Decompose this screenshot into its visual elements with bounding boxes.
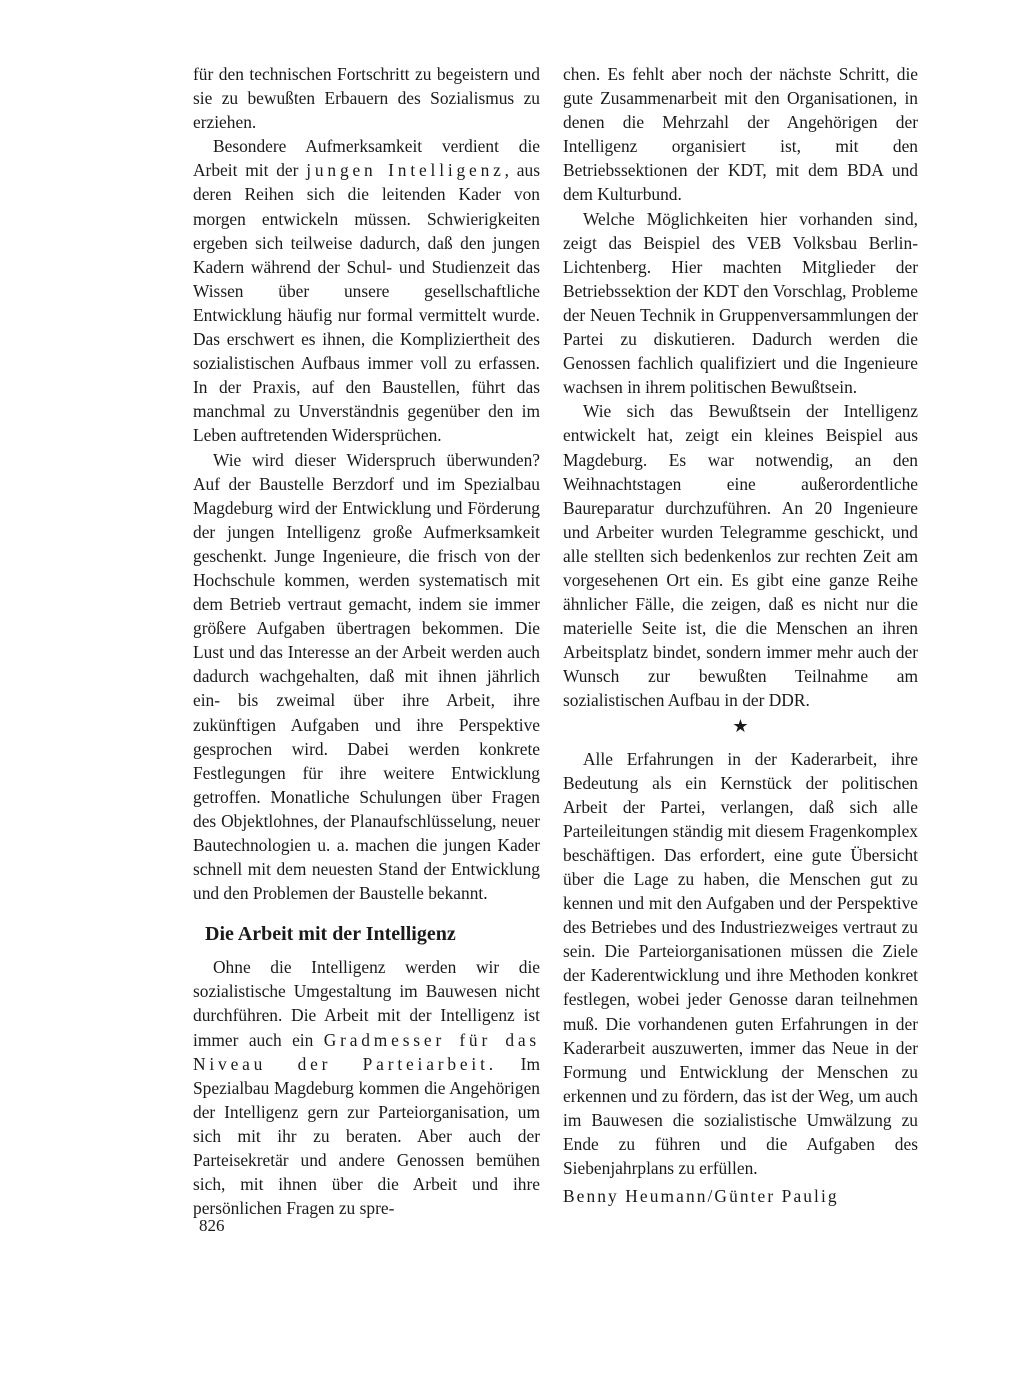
paragraph [193,955,540,1220]
star-separator-icon: ★ [732,715,749,736]
paragraph: Alle Erfahrungen in der Kaderarbeit, ihre Bedeutung als ein Kernstück der politischen Arbeit der Partei, verlangen, daß sich alle Parteileitungen ständig mit diesem Fragenkomplex beschäftigen. Das erfordert, eine gute Übersicht über die Lage zu haben, die Menschen gut zu kennen und mit den Aufgaben und der Perspektive des Betriebes und des Industriezweiges vertraut zu sein. Die Parteiorganisationen müssen die Ziele der Kaderentwicklung und ihre Methoden konkret festlegen, wobei jeder Genosse daran teilnehmen muß. Die vorhandenen guten Erfahrungen in der Kaderarbeit auszuwerten, immer das Neue in der Formung und Entwicklung der Menschen zu erkennen und zu fördern, das ist der Weg, um auch im Bauwesen die sozialistische Umwälzung zu Ende zu führen und die Aufgaben des Siebenjahrplans zu erfüllen. [563,748,918,1179]
right-column [563,62,918,1208]
paragraph-text: Besondere Aufmerksamkeit verdient die Arbeit mit der [193,136,540,181]
spaced-emphasis: jungen Intelligenz [306,160,505,181]
paragraph [193,134,540,447]
paragraph: Wie wird dieser Widerspruch überwunden? Auf der Baustelle Berzdorf und im Spezialbau Magdeburg wird der Entwicklung und Förderung der jungen Intelligenz große Aufmerksamkeit geschenkt. Junge Ingenieure, die frisch von der Hochschule kommen, werden systematisch mit dem Betrieb vertraut gemacht, indem sie immer größere Aufgaben übertragen bekommen. Die Lust und das Interesse an der Arbeit werden auch dadurch wachgehalten, daß mit ihnen jährlich ein- bis zweimal über ihre Arbeit, ihre zukünftigen Aufgaben und ihre Perspektive gesprochen wird. Dabei werden konkrete Festlegungen für ihre weitere Entwicklung getroffen. Monatliche Schulungen über Fragen des Objektlohnes, der Planaufschlüsselung, neuer Bautechnologien u. a. machen die jungen Kader schnell mit dem neuesten Stand der Entwicklung und den Problemen der Baustelle bekannt. [193,449,540,904]
paragraph: chen. Es fehlt aber noch der nächste Schritt, die gute Zusammenarbeit mit den Organisationen, in denen die Mehrzahl der Angehörigen der Intelligenz organisiert ist, mit den Betriebssektionen der KDT, mit dem BDA und dem Kulturbund. [563,64,918,205]
page-number: 826 [199,1216,225,1235]
paragraph: Welche Möglichkeiten hier vorhanden sind, zeigt das Beispiel des VEB Volksbau Berlin-Lichtenberg. Hier machten Mitglieder der Betriebssektion der KDT den Vorschlag, Probleme der Neuen Technik in Gruppenversammlungen der Partei zu diskutieren. Dadurch werden die Genossen fachlich qualifiziert und die Ingenieure wachsen in ihrem politischen Bewußtsein. [563,208,918,398]
paragraph: für den technischen Fortschritt zu begeistern und sie zu bewußten Erbauern des Sozialismus zu erziehen. [193,64,540,133]
section-heading: Die Arbeit mit der Intelligenz [205,923,456,946]
author-byline: Benny Heumann/Günter Paulig [563,1186,839,1207]
paragraph-text: . Im Spezialbau Magdeburg kommen die Angehörigen der Intelligenz gern zur Parteiorganisation, um sich mit ihr zu beraten. Aber auch der Parteisekretär und andere Genossen bemühen sich, mit ihnen über die Arbeit und ihre persönlichen Fragen zu spre- [193,1053,540,1219]
left-column [193,62,540,1220]
paragraph: Wie sich das Bewußtsein der Intelligenz entwickelt hat, zeigt ein kleines Beispiel aus Magdeburg. Es war notwendig, an den Weihnachtstagen eine außerordentliche Baureparatur durchzuführen. An 20 Ingenieure und Arbeiter wurden Telegramme geschickt, und alle stellten sich bedenkenlos zur rechten Zeit am vorgesehenen Ort ein. Es gibt eine ganze Reihe ähnlicher Fälle, die zeigen, daß es nicht nur die materielle Seite ist, die die Menschen an ihren Arbeitsplatz bindet, sondern immer mehr auch der Wunsch zur bewußten Teilnahme am sozialistischen Aufbau in der DDR. [563,401,918,711]
spaced-emphasis: Gradmesser für das Niveau der Parteiarbeit [193,1029,540,1074]
paragraph-text: Ohne die Intelligenz werden wir die sozialistische Umgestaltung im Bauwesen nicht durchführen. Die Arbeit mit der Intelligenz ist immer auch ein [193,957,540,1050]
paragraph-text: , aus deren Reihen sich die leitenden Kader von morgen entwickeln müssen. Schwierigkeiten ergeben sich teilweise dadurch, daß den jungen Kadern während der Schul- und Studienzeit das Wissen über unsere gesellschaftliche Entwicklung häufig nur formal vermittelt wurde. Das erschwert es ihnen, die Kompliziertheit des sozialistischen Aufbaus immer voll zu erfassen. In der Praxis, auf den Baustellen, führt das manchmal zu Unverständnis gegenüber den im Leben auftretenden Widersprüchen. [193,160,540,446]
